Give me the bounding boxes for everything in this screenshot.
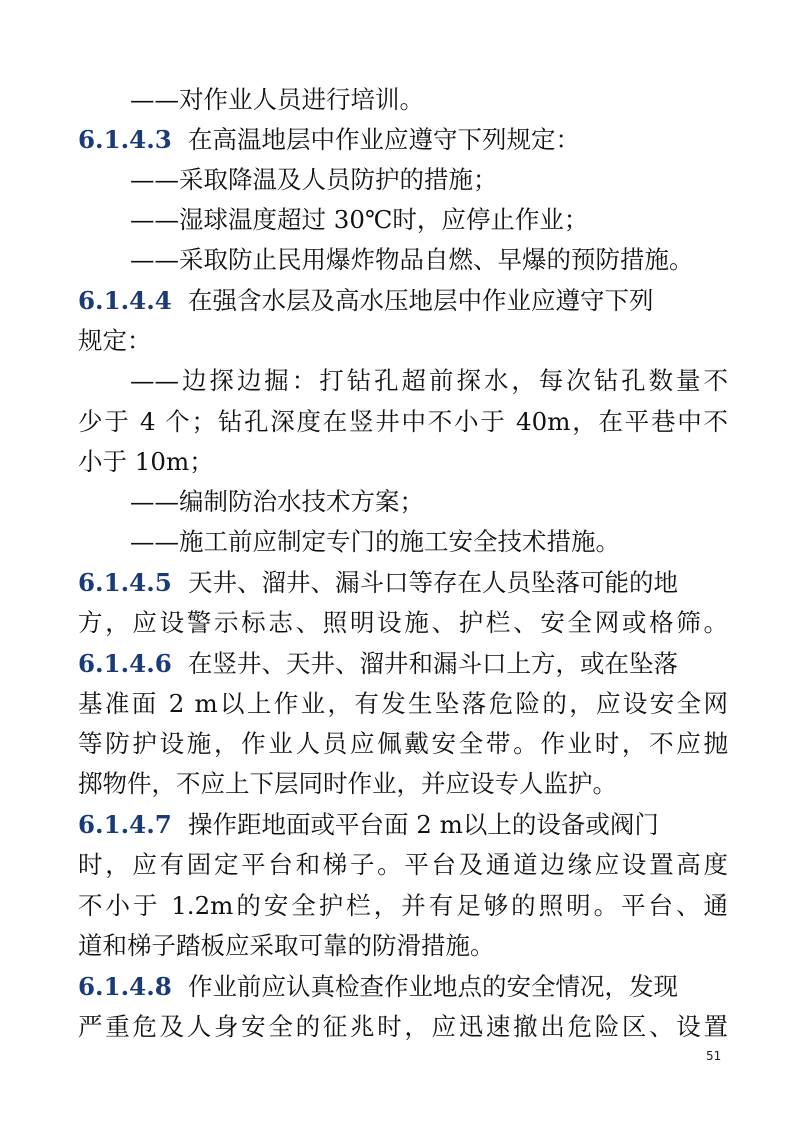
clause-text: 天井、溜井、漏斗口等存在人员坠落可能的地 xyxy=(188,568,678,597)
clause-number: 6.1.4.7 xyxy=(78,810,172,839)
text-line: 少于 4 个；钻孔深度在竖井中不小于 40m，在平巷中不 xyxy=(78,407,728,436)
clause-number: 6.1.4.4 xyxy=(78,286,172,315)
text-line: 基准面 2 m以上作业，有发生坠落危险的，应设安全网 xyxy=(78,689,728,718)
text-line: ——采取降温及人员防护的措施； xyxy=(130,165,498,194)
text-line: 规定： xyxy=(78,326,152,355)
text-line: ——采取防止民用爆炸物品自燃、早爆的预防措施。 xyxy=(130,245,694,274)
clause-text: 作业前应认真检查作业地点的安全情况，发现 xyxy=(188,972,678,1001)
clause-6-1-4-7 xyxy=(78,805,728,845)
text-line: 不小于 1.2m的安全护栏，并有足够的照明。平台、通 xyxy=(78,891,728,920)
text-line: 道和梯子踏板应采取可靠的防滑措施。 xyxy=(78,931,495,960)
clause-6-1-4-4 xyxy=(78,281,728,321)
clause-number: 6.1.4.3 xyxy=(78,125,172,154)
clause-6-1-4-3 xyxy=(78,120,728,160)
text-line: ——对作业人员进行培训。 xyxy=(130,85,424,114)
clause-6-1-4-6 xyxy=(78,644,728,684)
clause-number: 6.1.4.6 xyxy=(78,649,172,678)
text-line: ——边探边掘：打钻孔超前探水，每次钻孔数量不 xyxy=(130,366,728,395)
clause-text: 在竖井、天井、溜井和漏斗口上方，或在坠落 xyxy=(188,649,678,678)
text-line: 时，应有固定平台和梯子。平台及通道边缘应设置高度 xyxy=(78,850,728,879)
text-line: 小于 10m； xyxy=(78,447,214,476)
clause-text: 在强含水层及高水压地层中作业应遵守下列 xyxy=(188,286,654,315)
clause-6-1-4-5 xyxy=(78,563,728,603)
text-line: ——编制防治水技术方案； xyxy=(130,487,424,516)
clause-number: 6.1.4.5 xyxy=(78,568,172,597)
text-line: 方，应设警示标志、照明设施、护栏、安全网或格筛。 xyxy=(78,608,728,637)
text-line: 掷物件，不应上下层同时作业，并应设专人监护。 xyxy=(78,769,617,798)
clause-number: 6.1.4.8 xyxy=(78,972,172,1001)
text-line: ——湿球温度超过 30℃时，应停止作业； xyxy=(130,205,589,234)
clause-6-1-4-8 xyxy=(78,967,728,1007)
clause-text: 在高温地层中作业应遵守下列规定： xyxy=(188,125,580,154)
text-line: 等防护设施，作业人员应佩戴安全带。作业时，不应抛 xyxy=(78,729,728,758)
text-line: 严重危及人身安全的征兆时，应迅速撤出危险区、设置 xyxy=(78,1012,728,1041)
clause-text: 操作距地面或平台面 2 m以上的设备或阀门 xyxy=(188,810,659,839)
page-number: 51 xyxy=(706,1049,722,1063)
text-line: ——施工前应制定专门的施工安全技术措施。 xyxy=(130,527,620,556)
